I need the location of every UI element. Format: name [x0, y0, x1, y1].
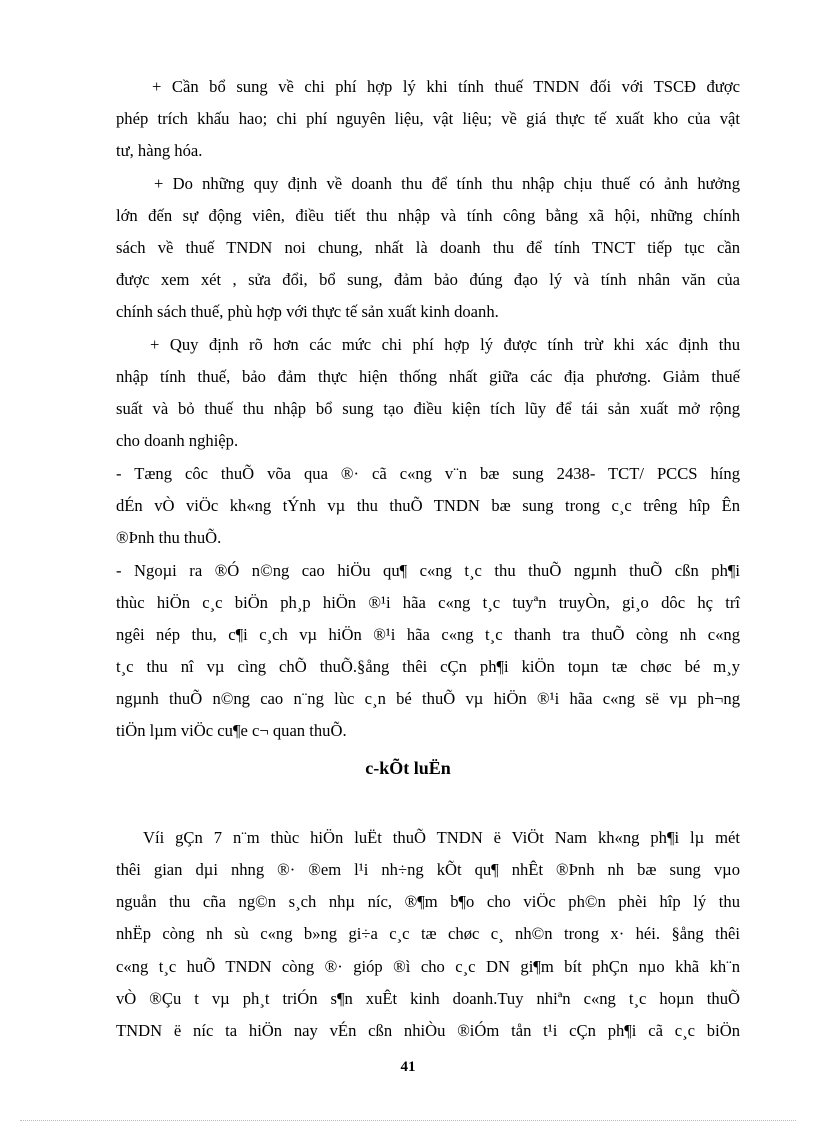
paragraph-2-line-4: được xem xét , sửa đổi, bổ sung, đảm bảo đúng đạo lý và tính nhân văn của — [116, 270, 740, 289]
paragraph-2-line-5: chính sách thuế, phù hợp với thực tế sản xuất kinh doanh. — [116, 302, 499, 321]
paragraph-6-line-2: thêi gian dµi nhng ®· ®em l¹i nh÷ng kÕt qu¶ nhÊt ®Þnh nh bæ sung vµo — [116, 860, 740, 879]
paragraph-6-line-5: c«ng t¸c huÕ TNDN còng ®· gióp ®ì cho c¸c DN gi¶m bít phÇn nµo khã kh¨n — [116, 957, 740, 976]
paragraph-5-line-5: ngµnh thuÕ n©ng cao n¨ng lùc c¸n bé thuÕ vµ hiÖn ®¹i hãa c«ng së vµ ph¬ng — [116, 689, 740, 708]
paragraph-1-line-2: phép trích khấu hao; chi phí nguyên liệu, vật liệu; về giá thực tế xuất kho của vật — [116, 109, 740, 128]
paragraph-6-line-7: TNDN ë níc ta hiÖn nay vÉn cßn nhiÒu ®iÓm tån t¹i cÇn ph¶i cã c¸c biÖn — [116, 1021, 740, 1040]
paragraph-3-line-4: cho doanh nghiệp. — [116, 431, 239, 450]
paragraph-2-line-1: + Do những quy định về doanh thu để tính thu nhập chịu thuế có ảnh hưởng — [154, 174, 740, 193]
paragraph-2-line-3: sách về thuế TNDN noi chung, nhất là doanh thu để tính TNCT tiếp tục cần — [116, 238, 740, 257]
paragraph-5-line-2: thùc hiÖn c¸c biÖn ph¸p hiÖn ®¹i hãa c«ng t¸c tuyªn truyÒn, gi¸o dôc hç trî — [116, 593, 740, 612]
page-bottom-border — [20, 1120, 796, 1121]
paragraph-6-line-1: Víi gÇn 7 n¨m thùc hiÖn luËt thuÕ TNDN ë ViÖt Nam kh«ng ph¶i lµ mét — [143, 828, 740, 847]
paragraph-2-line-2: lớn đến sự động viên, điều tiết thu nhập và tính công bằng xã hội, những chính — [116, 206, 740, 225]
paragraph-5-line-3: ngêi nép thu, c¶i c¸ch vµ hiÖn ®¹i hãa c«ng t¸c thanh tra thuÕ còng nh c«ng — [116, 625, 740, 644]
paragraph-4-line-1: - Tæng côc thuÕ võa qua ®· cã c«ng v¨n bæ sung 2438- TCT/ PCCS híng — [116, 464, 740, 483]
paragraph-5-line-6: tiÖn lµm viÖc cu¶e c¬ quan thuÕ. — [116, 721, 347, 740]
paragraph-6-line-3: nguån thu cña ng©n s¸ch nhµ níc, ®¶m b¶o cho viÖc ph©n phèi hîp lý thu — [116, 892, 740, 911]
paragraph-3-line-1: + Quy định rõ hơn các mức chi phí hợp lý được tính trừ khi xác định thu — [150, 335, 740, 354]
paragraph-4-line-3: ®Þnh thu thuÕ. — [116, 528, 222, 547]
paragraph-6-line-6: vÒ ®Çu t vµ ph¸t triÓn s¶n xuÊt kinh doanh.Tuy nhiªn c«ng t¸c hoµn thuÕ — [116, 989, 740, 1008]
paragraph-4-line-2: dÉn vÒ viÖc kh«ng tÝnh vµ thu thuÕ TNDN bæ sung trong c¸c trêng hîp Ên — [116, 496, 740, 515]
paragraph-5-line-4: t¸c thu nî vµ cìng chÕ thuÕ.§ång thêi cÇn ph¶i kiÖn toµn tæ chøc bé m¸y — [116, 657, 740, 676]
paragraph-1-line-3: tư, hàng hóa. — [116, 141, 203, 160]
paragraph-6-line-4: nhËp còng nh sù c«ng b»ng gi÷a c¸c tæ chøc c¸ nh©n trong x· héi. §ång thêi — [116, 924, 740, 943]
page-number: 41 — [400, 1059, 416, 1075]
paragraph-3-line-2: nhập tính thuế, bảo đảm thực hiện thống nhất giữa các địa phương. Giảm thuế — [116, 367, 740, 386]
section-heading: c-kÕt luËn — [365, 758, 451, 778]
paragraph-3-line-3: suất và bỏ thuế thu nhập bổ sung tạo điều kiện tích lũy để tái sản xuất mở rộng — [116, 399, 740, 418]
paragraph-5-line-1: - Ngoµi ra ®Ó n©ng cao hiÖu qu¶ c«ng t¸c thu thuÕ ngµnh thuÕ cßn ph¶i — [116, 561, 740, 580]
paragraph-1-line-1: + Cần bổ sung về chi phí hợp lý khi tính thuế TNDN đối với TSCĐ được — [152, 77, 740, 96]
